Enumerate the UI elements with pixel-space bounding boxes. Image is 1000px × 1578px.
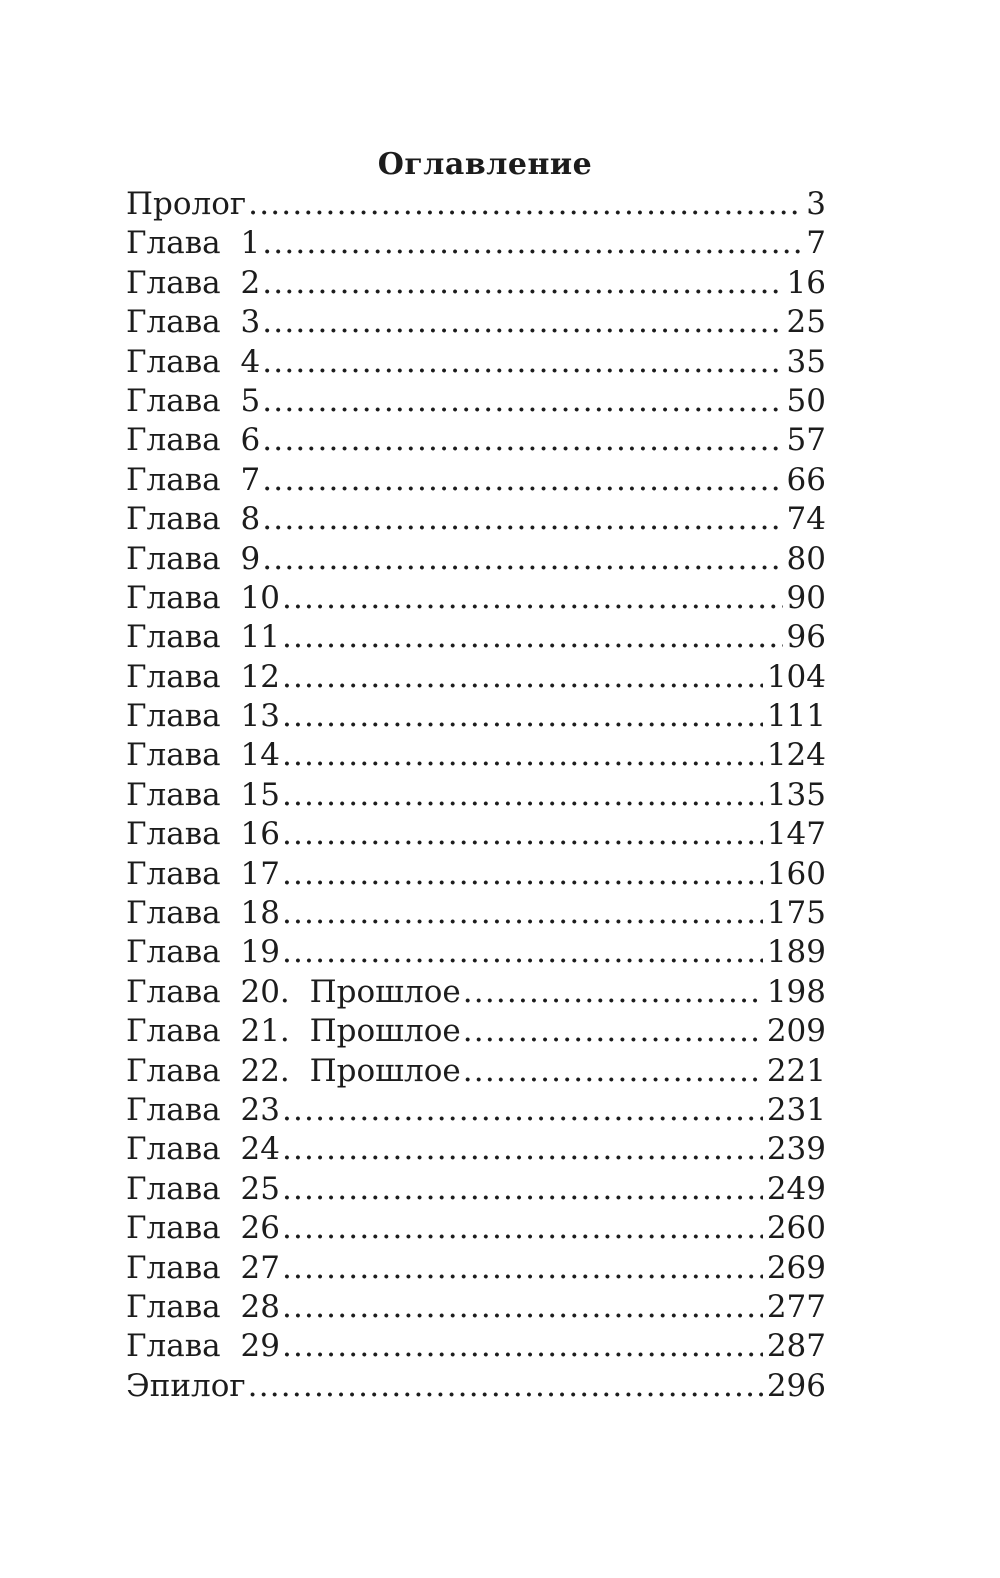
toc-dot-leader [282,933,763,972]
toc-dot-leader [248,185,802,224]
toc-entry-label: Глава 14 [126,737,280,774]
toc-entry [126,540,826,579]
toc-dot-leader [262,382,782,421]
toc-entry-page-number: 90 [786,579,826,616]
toc-entry-page-number: 249 [766,1170,826,1207]
toc-entry [126,303,826,342]
toc-entry [126,776,826,815]
toc-entry-page-number: 269 [766,1249,826,1286]
toc-dot-leader [282,1130,763,1169]
toc-dot-leader [282,618,783,657]
toc-entry-page-number: 175 [766,895,826,932]
toc-entry-label: Глава 3 [126,304,261,341]
toc-dot-leader [262,421,782,460]
toc-entry-page-number: 104 [766,658,826,695]
toc-entry-page-number: 209 [766,1013,826,1050]
toc-dot-leader [262,303,782,342]
toc-entry-label: Глава 24 [126,1131,280,1168]
toc-entry-label: Глава 29 [126,1328,280,1365]
toc-dot-leader [282,736,763,775]
toc-entry-label: Глава 28 [126,1288,280,1325]
toc-dot-leader [282,776,763,815]
toc-dot-leader [282,815,763,854]
toc-entry-page-number: 66 [786,461,826,498]
toc-entry-page-number: 35 [786,343,826,380]
toc-dot-leader [463,973,763,1012]
toc-entry [126,736,826,775]
toc-dot-leader [262,264,782,303]
toc-entry-page-number: 25 [786,304,826,341]
toc-dot-leader [282,1249,763,1288]
toc-entry-label: Глава 4 [126,343,261,380]
toc-entry-label: Глава 12 [126,658,280,695]
toc-entry-label: Глава 26 [126,1210,280,1247]
toc-entry [126,697,826,736]
toc-entry [126,973,826,1012]
toc-entry-page-number: 221 [766,1052,826,1089]
toc-title: Оглавление [377,147,593,182]
toc-dot-leader [463,1012,763,1051]
toc-entry [126,1367,826,1406]
toc-entry [126,658,826,697]
toc-entry-page-number: 160 [766,855,826,892]
toc-dot-leader [262,500,782,539]
toc-entry-label: Глава 7 [126,461,261,498]
toc-dot-leader [463,1052,763,1091]
toc-dot-leader [262,224,802,263]
toc-entry [126,1288,826,1327]
toc-entry [126,815,826,854]
toc-dot-leader [282,697,763,736]
toc-dot-leader [282,658,763,697]
toc-entry [126,894,826,933]
toc-dot-leader [248,1367,763,1406]
toc-entry-page-number: 57 [786,422,826,459]
toc-entry-page-number: 7 [806,225,826,262]
toc-entry-page-number: 296 [766,1367,826,1404]
toc-entry [126,1209,826,1248]
toc-entry-label: Глава 18 [126,895,280,932]
toc-entry-label: Глава 16 [126,816,280,853]
toc-entry-page-number: 239 [766,1131,826,1168]
toc-entry-label: Глава 27 [126,1249,280,1286]
toc-entry-page-number: 231 [766,1091,826,1128]
toc-entry [126,618,826,657]
toc-entry [126,421,826,460]
toc-list [126,185,826,1406]
toc-dot-leader [282,1327,763,1366]
table-of-contents [126,145,826,1406]
toc-dot-leader [282,1170,763,1209]
toc-entry-label: Глава 23 [126,1091,280,1128]
toc-entry-page-number: 16 [786,264,826,301]
toc-entry [126,264,826,303]
toc-entry-label: Глава 8 [126,501,261,538]
toc-entry-label: Глава 20. Прошлое [126,973,461,1010]
toc-entry [126,224,826,263]
toc-entry [126,933,826,972]
toc-entry-page-number: 80 [786,540,826,577]
toc-entry [126,461,826,500]
toc-entry-label: Глава 13 [126,698,280,735]
toc-dot-leader [282,1209,763,1248]
toc-entry-label: Глава 5 [126,382,261,419]
toc-dot-leader [282,1288,763,1327]
toc-entry-page-number: 189 [766,934,826,971]
toc-entry [126,382,826,421]
toc-entry [126,1091,826,1130]
toc-entry-label: Глава 21. Прошлое [126,1013,461,1050]
toc-entry [126,1249,826,1288]
toc-entry [126,1012,826,1051]
toc-entry-page-number: 111 [766,698,826,735]
toc-entry-page-number: 260 [766,1210,826,1247]
toc-dot-leader [262,343,782,382]
toc-entry-page-number: 198 [766,973,826,1010]
toc-entry [126,1170,826,1209]
toc-entry-label: Пролог [126,186,247,222]
toc-entry [126,1130,826,1169]
toc-dot-leader [262,540,782,579]
toc-entry-label: Глава 6 [126,422,261,459]
toc-entry-label: Эпилог [126,1367,246,1404]
toc-entry-label: Глава 9 [126,540,261,577]
toc-entry-label: Глава 10 [126,579,280,616]
toc-entry-label: Глава 19 [126,934,280,971]
toc-entry-page-number: 50 [786,382,826,419]
toc-dot-leader [282,894,763,933]
toc-entry [126,1327,826,1366]
toc-entry-page-number: 147 [766,816,826,853]
toc-dot-leader [282,579,783,618]
toc-entry-label: Глава 22. Прошлое [126,1052,461,1089]
toc-entry-label: Глава 25 [126,1170,280,1207]
toc-dot-leader [282,1091,763,1130]
toc-entry-page-number: 96 [786,619,826,656]
toc-entry-label: Глава 2 [126,264,261,301]
toc-entry-page-number: 124 [766,737,826,774]
toc-entry-page-number: 135 [766,776,826,813]
toc-entry-label: Глава 1 [126,225,261,262]
toc-dot-leader [282,855,763,894]
toc-entry [126,855,826,894]
toc-entry [126,579,826,618]
toc-entry-page-number: 3 [806,186,826,222]
toc-entry [126,1052,826,1091]
toc-entry-label: Глава 15 [126,776,280,813]
toc-entry [126,185,826,224]
toc-entry-label: Глава 17 [126,855,280,892]
toc-entry [126,500,826,539]
toc-entry-page-number: 287 [766,1328,826,1365]
toc-entry-page-number: 74 [786,501,826,538]
toc-entry [126,343,826,382]
toc-dot-leader [262,461,782,500]
toc-entry-page-number: 277 [766,1288,826,1325]
toc-entry-label: Глава 11 [126,619,280,656]
